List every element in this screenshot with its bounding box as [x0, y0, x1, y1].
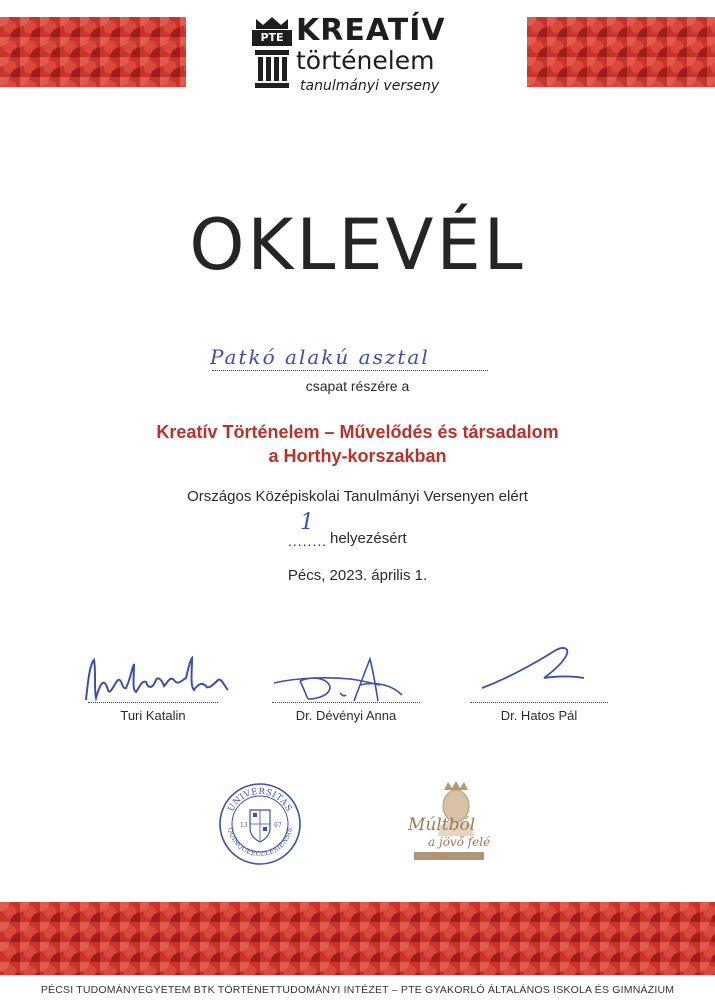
signature-3-line	[470, 702, 608, 703]
seal-year-left: 13	[240, 822, 248, 829]
corner-pattern-left	[0, 17, 186, 87]
signature-1-line	[88, 702, 218, 703]
crown-icon	[254, 16, 290, 30]
placement-label: helyezésért	[330, 530, 407, 547]
seal-top-text: UNIVERSITAS	[226, 786, 294, 814]
placement-dots: ........	[288, 533, 328, 549]
placement-value-handwritten: 1	[300, 510, 314, 535]
competition-title-line-2: a Horthy-korszakban	[268, 446, 447, 466]
competition-title-line-1: Kreatív Történelem – Művelődés és társadalom	[156, 422, 559, 442]
signatory-1-name: Turi Katalin	[120, 708, 186, 723]
bottom-pattern-band	[0, 902, 715, 975]
anniversary-line-1: Múltból	[408, 815, 476, 835]
anniversary-logo	[404, 780, 500, 864]
signature-3-scribble	[478, 638, 588, 694]
signature-2-scribble	[270, 655, 420, 707]
seal-year-right: 67	[274, 822, 282, 829]
team-caption: csapat részére a	[305, 378, 410, 394]
signatory-3-name: Dr. Hatos Pál	[500, 708, 578, 723]
team-name-dotted-line	[212, 370, 488, 371]
national-competition-line: Országos Középiskolai Tanulmányi Versenyen elért	[187, 488, 528, 505]
footer-institutions: PÉCSI TUDOMÁNYEGYETEM BTK TÖRTÉNETTUDOMÁNYI INTÉZET – PTE GYAKORLÓ ÁLTALÁNOS ISKOLA ÉS GIMNÁZIUM	[40, 984, 675, 996]
city-date: Pécs, 2023. április 1.	[287, 567, 428, 584]
signature-1-scribble	[78, 650, 233, 710]
placement-row	[286, 510, 486, 550]
diploma-title: OKLEVÉL	[189, 204, 526, 286]
logo-line-3: tanulmányi verseny	[300, 78, 440, 94]
logo-line-1: KREATÍV	[296, 13, 446, 48]
anniversary-line-2: a jövő felé	[428, 835, 491, 849]
university-seal	[218, 782, 302, 866]
logo-line-2: történelem	[296, 46, 435, 75]
kreativ-tortenelem-logo	[252, 12, 464, 96]
seal-bottom-text: QUINQUEECCLESIENSIS	[226, 826, 294, 859]
corner-pattern-right	[527, 17, 715, 87]
signatory-2-name: Dr. Dévényi Anna	[295, 708, 397, 723]
team-name-handwritten: Patkó alakú asztal	[210, 345, 430, 369]
logo-badge: PTE	[252, 30, 292, 46]
columns-icon	[255, 50, 289, 88]
signature-2-line	[272, 702, 420, 703]
